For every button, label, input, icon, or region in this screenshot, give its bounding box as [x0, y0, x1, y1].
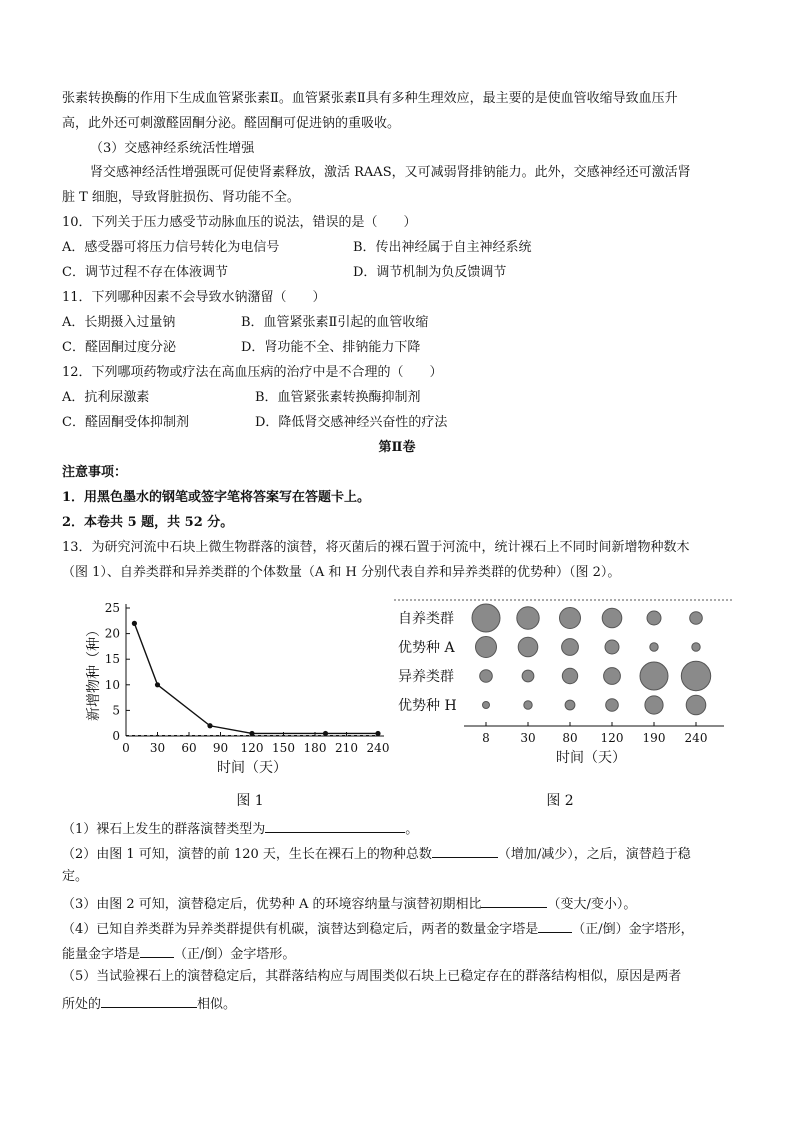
q10-option-a: A．感受器可将压力信号转化为电信号: [62, 240, 280, 255]
x-tick-label: 80: [562, 731, 578, 745]
bubble: [517, 607, 539, 629]
figure-2-bubble-chart: [394, 598, 734, 778]
bubble: [565, 700, 575, 710]
q13-sub-5-line-1: （5）当试验裸石上的演替稳定后，其群落结构应与周围类似石块上已稳定存在的群落结构相似，原因是两者: [62, 969, 682, 984]
x-tick-label: 8: [482, 731, 490, 745]
x-tick-label: 30: [149, 741, 166, 755]
q10-option-b: B．传出神经属于自主神经系统: [353, 240, 532, 255]
x-tick-label: 0: [122, 741, 130, 755]
bubble: [650, 643, 658, 651]
row-label: 优势种 H: [398, 698, 457, 714]
figure-1-caption: 图 1: [236, 793, 264, 809]
q13-stem-line-1: 13．为研究河流中石块上微生物群落的演替，将灭菌后的裸石置于河流中，统计裸石上不同时间新增物种数木: [62, 540, 690, 555]
bubble: [602, 608, 622, 628]
q13-sub-5-end: 相似。: [197, 997, 237, 1012]
notice-title: 注意事项：: [62, 465, 128, 480]
bubble: [480, 670, 493, 683]
figure-2-content: [394, 600, 734, 766]
q13-sub-4-line-2: [62, 943, 295, 964]
q13-sub-4: [62, 918, 694, 939]
q13-sub-1-text: （1）裸石上发生的群落演替类型为: [62, 822, 266, 837]
q13-sub-2: [62, 843, 691, 864]
bubble: [645, 696, 663, 714]
y-tick-label: 20: [104, 626, 120, 641]
data-point: [155, 682, 160, 687]
bubble: [562, 668, 577, 683]
figure-2-caption: 图 2: [546, 793, 574, 809]
q10-option-d: D．调节机制为负反馈调节: [353, 265, 507, 280]
bubble: [681, 661, 710, 690]
x-tick-label: 190: [642, 731, 666, 745]
bubble: [518, 637, 538, 657]
q13-sub-4-line-2-text: 能量金字塔是: [62, 947, 141, 962]
series-line: [134, 623, 378, 733]
x-axis-title: 时间（天）: [556, 750, 626, 766]
intro-heading-3: （3）交感神经系统活性增强: [90, 141, 255, 156]
q13-sub-1: [62, 818, 418, 839]
x-tick-label: 60: [181, 741, 197, 755]
q13-sub-3-end: （变大/变小）。: [547, 897, 637, 912]
bubble: [605, 640, 619, 654]
x-tick-label: 90: [212, 741, 229, 755]
notice-2: 2．本卷共 5 题，共 52 分。: [62, 515, 234, 530]
data-point: [132, 621, 137, 626]
q12-stem: 12．下列哪项药物或疗法在高血压病的治疗中是不合理的（ ）: [62, 365, 443, 380]
q13-sub-3-text: （3）由图 2 可知，演替稳定后，优势种 A 的环境容纳量与演替初期相比: [62, 897, 482, 912]
q12-option-d: D．降低肾交感神经兴奋性的疗法: [255, 415, 448, 430]
q11-stem: 11．下列哪种因素不会导致水钠潴留（ ）: [62, 290, 326, 305]
data-point: [375, 731, 380, 736]
x-tick-label: 240: [684, 731, 708, 745]
intro-para3-line-2: 脏 T 细胞，导致肾脏损伤、肾功能不全。: [62, 190, 300, 205]
q13-sub-5-text: 所处的: [62, 997, 102, 1012]
intro-line-1: 张素转换酶的作用下生成血管紧张素Ⅱ。血管紧张素Ⅱ具有多种生理效应，最主要的是使血管收缩导致血压升: [62, 91, 678, 106]
q13-sub-2-end: （增加/减少），之后，演替趋于稳: [497, 847, 691, 862]
bubble: [692, 643, 700, 651]
bubble: [524, 701, 532, 709]
y-axis-title: 新增物种（种）: [86, 623, 102, 721]
bubble: [472, 604, 500, 632]
q13-sub-5-line-2: [62, 993, 236, 1014]
q13-sub-1-end: 。: [405, 822, 419, 837]
y-tick-label: 10: [104, 677, 120, 692]
row-label: 优势种 A: [398, 640, 455, 656]
q13-stem-line-2: （图 1）、自养类群和异养类群的个体数量（A 和 H 分别代表自养和异养类群的优势种）（图 2）。: [62, 565, 621, 580]
bubble: [560, 608, 581, 629]
intro-para3-line-1: 肾交感神经活性增强既可促使肾素释放，激活 RAAS，又可减弱肾排钠能力。此外，交感神经还可激活肾: [90, 165, 691, 180]
q13-sub-4-line-2-end: （正/倒）金字塔形。: [174, 947, 296, 962]
q13-sub-4-blank-2[interactable]: [140, 943, 174, 958]
figure-1-axes: [85, 601, 389, 776]
bubble: [604, 668, 621, 685]
section-title: 第Ⅱ卷: [378, 440, 416, 455]
bubble: [476, 637, 497, 658]
q13-sub-4-blank-1[interactable]: [538, 918, 572, 933]
x-tick-label: 120: [600, 731, 624, 745]
q10-option-c: C．调节过程不存在体液调节: [62, 265, 228, 280]
q13-sub-5-blank[interactable]: [101, 993, 197, 1008]
bubble: [522, 670, 534, 682]
figure-1-plot: [126, 621, 381, 736]
y-tick-label: 0: [112, 729, 120, 743]
q13-sub-1-blank[interactable]: [265, 818, 405, 833]
bubble: [562, 639, 579, 656]
q12-option-a: A．抗利尿激素: [62, 390, 150, 405]
data-point: [207, 723, 212, 728]
q13-sub-2-text: （2）由图 1 可知，演替的前 120 天，生长在裸石上的物种总数: [62, 847, 432, 862]
y-tick-label: 15: [104, 652, 120, 667]
intro-line-2: 高，此外还可刺激醛固酮分泌。醛固酮可促进钠的重吸收。: [62, 116, 401, 131]
notice-1: 1．用黑色墨水的钢笔或签字笔将答案写在答题卡上。: [62, 490, 371, 505]
bubble: [640, 662, 668, 690]
x-tick-label: 150: [272, 741, 295, 755]
row-label: 自养类群: [398, 611, 454, 627]
bubble: [686, 695, 706, 715]
row-label: 异养类群: [398, 669, 454, 685]
q13-sub-4-text: （4）已知自养类群为异养类群提供有机碳，演替达到稳定后，两者的数量金字塔是: [62, 922, 539, 937]
q12-option-c: C．醛固酮受体抑制剂: [62, 415, 189, 430]
figure-1-line-chart: [80, 598, 400, 778]
bubble: [606, 699, 619, 712]
data-point: [249, 731, 254, 736]
x-axis-title: 时间（天）: [217, 760, 287, 776]
x-tick-label: 30: [520, 731, 536, 745]
q10-stem: 10．下列关于压力感受节动脉血压的说法，错误的是（ ）: [62, 215, 417, 230]
q13-sub-3-blank[interactable]: [481, 893, 547, 908]
q11-option-b: B．血管紧张素Ⅱ引起的血管收缩: [241, 315, 429, 330]
y-tick-label: 5: [112, 703, 120, 718]
q13-sub-3: [62, 893, 636, 914]
bubble: [647, 611, 661, 625]
q11-option-d: D．肾功能不全、排钠能力下降: [241, 340, 421, 355]
y-tick-label: 25: [104, 601, 120, 615]
x-tick-label: 240: [366, 741, 390, 755]
q13-sub-2-line-2: 定。: [62, 869, 89, 884]
bubble: [483, 702, 490, 709]
x-tick-label: 180: [303, 741, 327, 755]
q11-option-a: A．长期摄入过量钠: [62, 315, 176, 330]
q13-sub-4-end: （正/倒）金字塔形，: [572, 922, 694, 937]
q13-sub-2-blank[interactable]: [432, 843, 498, 858]
data-point: [323, 731, 328, 736]
x-tick-label: 210: [335, 741, 358, 755]
x-tick-label: 120: [240, 741, 264, 755]
bubble: [690, 612, 703, 625]
q12-option-b: B．血管紧张素转换酶抑制剂: [255, 390, 421, 405]
q11-option-c: C．醛固酮过度分泌: [62, 340, 176, 355]
